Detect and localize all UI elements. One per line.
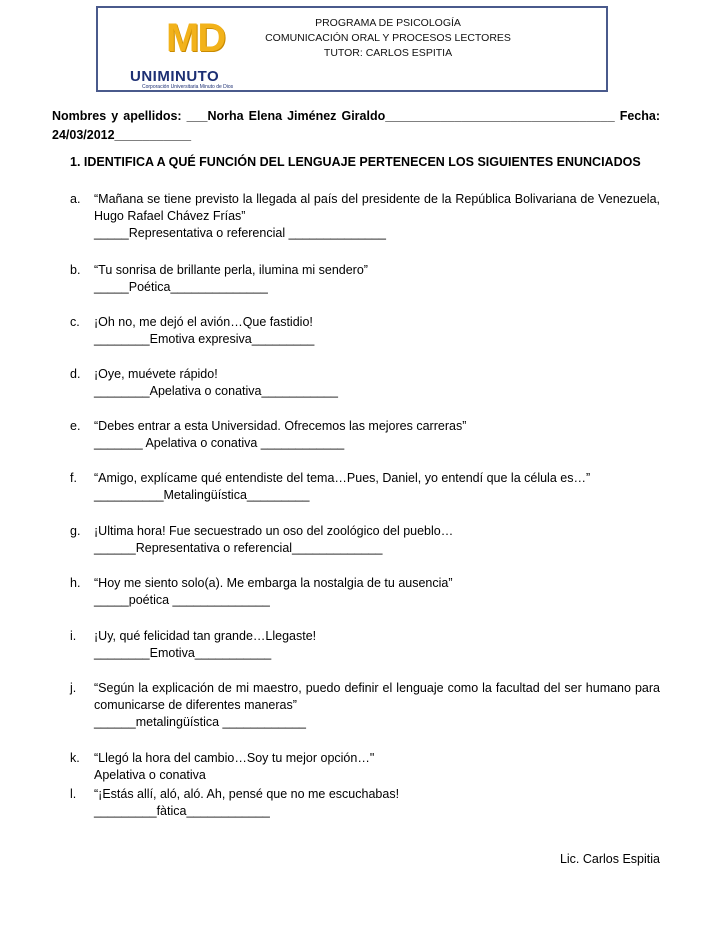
item-letter: k. — [70, 751, 80, 765]
item-statement: ¡Uy, qué felicidad tan grande…Llegaste! — [94, 629, 317, 643]
item-answer: _____Representativa o referencial ______________ — [94, 226, 386, 240]
item-statement: “Debes entrar a esta Universidad. Ofrecemos las mejores carreras” — [94, 419, 467, 433]
course-title: COMUNICACIÓN ORAL Y PROCESOS LECTORES — [265, 32, 511, 44]
list-item — [70, 575, 660, 609]
logo-mark: MD — [166, 16, 225, 60]
item-answer: ________Apelativa o conativa___________ — [94, 384, 338, 398]
item-letter: h. — [70, 576, 81, 590]
item-answer: Apelativa o conativa — [94, 768, 206, 782]
item-statement: “Tu sonrisa de brillante perla, ilumina mi sendero” — [94, 263, 368, 277]
uniminuto-logo — [128, 14, 278, 90]
item-answer: _____Poética______________ — [94, 280, 268, 294]
section-title: 1. IDENTIFICA A QUÉ FUNCIÓN DEL LENGUAJE PERTENECEN LOS SIGUIENTES ENUNCIADOS — [70, 155, 641, 169]
item-statement: “Hoy me siento solo(a). Me embarga la nostalgia de tu ausencia” — [94, 576, 453, 590]
item-letter: f. — [70, 471, 77, 485]
item-answer: _________fàtica____________ — [94, 804, 270, 818]
item-letter: g. — [70, 524, 81, 538]
item-statement: ¡Oh no, me dejó el avión…Que fastidio! — [94, 315, 313, 329]
item-statement: “Mañana se tiene previsto la llegada al país del presidente de la República Bolivariana de Venezuela, Hugo Rafael Chávez Frías” — [94, 192, 660, 223]
item-statement: “Según la explicación de mi maestro, puedo definir el lenguaje como la facultad del ser humano para comunicarse de diferentes maneras” — [94, 681, 660, 712]
item-answer: ______metalingüística ____________ — [94, 715, 306, 729]
item-answer: ______Representativa o referencial_____________ — [94, 541, 383, 555]
list-item — [70, 523, 660, 557]
student-name-date-line: Nombres y apellidos: ___Norha Elena Jiménez Giraldo_________________________________ Fecha: 24/03/2012___________ — [52, 109, 660, 142]
item-statement: “¡Estás allí, aló, aló. Ah, pensé que no me escuchabas! — [94, 787, 400, 801]
list-item — [70, 191, 660, 242]
item-statement: “Amigo, explícame qué entendiste del tema…Pues, Daniel, yo entendí que la célula es…” — [94, 471, 591, 485]
list-item — [70, 314, 660, 348]
program-title: PROGRAMA DE PSICOLOGÍA — [315, 17, 461, 29]
item-letter: j. — [70, 681, 77, 695]
item-letter: b. — [70, 263, 81, 277]
list-item — [70, 418, 660, 452]
item-letter: e. — [70, 419, 81, 433]
item-answer: _____poética ______________ — [94, 593, 270, 607]
signature: Lic. Carlos Espitia — [559, 852, 660, 866]
item-letter: a. — [70, 192, 81, 206]
item-answer: ________Emotiva___________ — [94, 646, 272, 660]
item-answer: __________Metalingüística_________ — [94, 488, 310, 502]
item-statement: “Llegó la hora del cambio…Soy tu mejor opción…" — [94, 751, 375, 765]
item-letter: l. — [70, 787, 77, 801]
tutor-line: TUTOR: CARLOS ESPITIA — [323, 47, 453, 59]
list-item — [70, 628, 660, 662]
item-letter: i. — [70, 629, 77, 643]
header-text — [258, 16, 518, 61]
logo-subtitle: Corporación Universitaria Minuto de Dios — [142, 84, 234, 90]
list-item — [70, 750, 660, 784]
list-item — [70, 366, 660, 400]
header-box — [96, 6, 608, 92]
list-item — [70, 680, 660, 731]
item-letter: c. — [70, 315, 80, 329]
logo-name: UNIMINUTO — [130, 68, 220, 85]
item-answer: ________Emotiva expresiva_________ — [94, 332, 315, 346]
item-statement: ¡Oye, muévete rápido! — [94, 367, 218, 381]
list-item — [70, 786, 660, 820]
list-item — [70, 470, 660, 504]
item-letter: d. — [70, 367, 81, 381]
list-item — [70, 262, 660, 296]
item-answer: _______ Apelativa o conativa ____________ — [94, 436, 345, 450]
item-statement: ¡Ultima hora! Fue secuestrado un oso del zoológico del pueblo… — [94, 524, 454, 538]
